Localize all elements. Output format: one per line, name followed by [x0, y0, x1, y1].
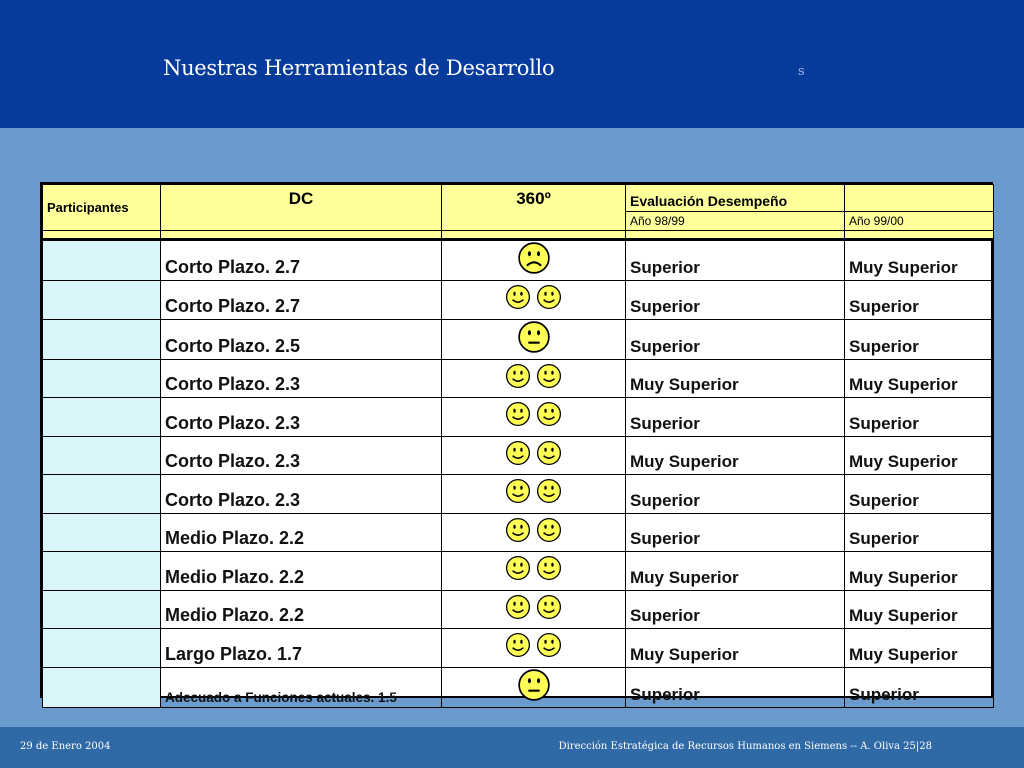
eval-year-2-cell: Superior: [845, 667, 994, 707]
participant-cell: [43, 667, 161, 707]
participant-cell: [43, 281, 161, 320]
table-row: [43, 475, 994, 514]
feedback-360-cell: [442, 398, 626, 437]
table-row: [43, 319, 994, 359]
table-row: [43, 629, 994, 668]
header-row: [43, 185, 994, 212]
table-row: [43, 513, 994, 552]
eval-year-1-cell: Muy Superior: [626, 552, 845, 591]
eval-year-2-cell: Superior: [845, 513, 994, 552]
two-smiley-faces-icon: [505, 363, 561, 394]
eval-year-2-cell: Muy Superior: [845, 436, 994, 475]
header-year-1: Año 98/99: [626, 212, 845, 231]
eval-year-2-cell: Superior: [845, 319, 994, 359]
eval-year-1-cell: Superior: [626, 319, 845, 359]
two-smiley-faces-icon: [505, 555, 561, 586]
title-mark: s: [798, 64, 805, 79]
header-blank: [845, 185, 994, 212]
dc-cell: Corto Plazo. 2.3: [161, 359, 442, 398]
two-smiley-faces-icon: [505, 401, 561, 432]
feedback-360-cell: [442, 281, 626, 320]
dc-cell: Largo Plazo. 1.7: [161, 629, 442, 668]
feedback-360-cell: [442, 590, 626, 629]
eval-year-1-cell: Superior: [626, 475, 845, 514]
eval-year-2-cell: Muy Superior: [845, 552, 994, 591]
sad-face-icon: [517, 241, 551, 280]
participant-cell: [43, 319, 161, 359]
eval-year-2-cell: Superior: [845, 281, 994, 320]
participant-cell: [43, 240, 161, 281]
two-smiley-faces-icon: [505, 632, 561, 663]
feedback-360-cell: [442, 629, 626, 668]
dc-cell: Corto Plazo. 2.7: [161, 240, 442, 281]
participant-cell: [43, 629, 161, 668]
feedback-360-cell: [442, 436, 626, 475]
participant-cell: [43, 475, 161, 514]
table-row: [43, 240, 994, 281]
eval-year-2-cell: Muy Superior: [845, 240, 994, 281]
eval-year-1-cell: Superior: [626, 398, 845, 437]
eval-year-1-cell: Muy Superior: [626, 359, 845, 398]
dc-cell: Corto Plazo. 2.3: [161, 398, 442, 437]
feedback-360-cell: [442, 552, 626, 591]
header-participantes: Participantes: [43, 185, 161, 231]
dc-cell: Medio Plazo. 2.2: [161, 590, 442, 629]
page-title: Nuestras Herramientas de Desarrollo: [163, 56, 555, 80]
eval-year-2-cell: Muy Superior: [845, 629, 994, 668]
two-smiley-faces-icon: [505, 284, 561, 315]
feedback-360-cell: [442, 667, 626, 707]
participant-cell: [43, 359, 161, 398]
participant-cell: [43, 436, 161, 475]
two-smiley-faces-icon: [505, 440, 561, 471]
participant-cell: [43, 590, 161, 629]
feedback-360-cell: [442, 240, 626, 281]
table-row: [43, 398, 994, 437]
feedback-360-cell: [442, 475, 626, 514]
participant-cell: [43, 552, 161, 591]
dc-cell: Corto Plazo. 2.3: [161, 475, 442, 514]
header-year-2: Año 99/00: [845, 212, 994, 231]
eval-year-2-cell: Muy Superior: [845, 359, 994, 398]
table-row: [43, 281, 994, 320]
neutral-face-icon: [517, 668, 551, 707]
header-360: 360º: [442, 185, 626, 231]
footer-date: 29 de Enero 2004: [20, 741, 111, 752]
neutral-face-icon: [517, 320, 551, 359]
eval-year-1-cell: Superior: [626, 667, 845, 707]
eval-year-1-cell: Superior: [626, 590, 845, 629]
two-smiley-faces-icon: [505, 478, 561, 509]
table-row: [43, 359, 994, 398]
evaluation-table: [40, 182, 993, 705]
feedback-360-cell: [442, 513, 626, 552]
footer-credit: Dirección Estratégica de Recursos Humanos en Siemens -- A. Oliva 25|28: [558, 741, 932, 752]
dc-cell: Adecuado a Funciones actuales. 1.5: [161, 667, 442, 707]
two-smiley-faces-icon: [505, 517, 561, 548]
eval-year-1-cell: Superior: [626, 513, 845, 552]
eval-year-1-cell: Muy Superior: [626, 436, 845, 475]
dc-cell: Medio Plazo. 2.2: [161, 552, 442, 591]
eval-year-2-cell: Superior: [845, 398, 994, 437]
dc-cell: Corto Plazo. 2.3: [161, 436, 442, 475]
dc-cell: Corto Plazo. 2.5: [161, 319, 442, 359]
participant-cell: [43, 513, 161, 552]
table-row: [43, 436, 994, 475]
eval-year-1-cell: Muy Superior: [626, 629, 845, 668]
participant-cell: [43, 398, 161, 437]
eval-year-2-cell: Superior: [845, 475, 994, 514]
eval-year-1-cell: Superior: [626, 240, 845, 281]
table-row: [43, 552, 994, 591]
table-row: [43, 590, 994, 629]
eval-year-2-cell: Muy Superior: [845, 590, 994, 629]
table-row: [43, 667, 994, 707]
header-dc: DC: [161, 185, 442, 231]
header-evaluacion: Evaluación Desempeño: [626, 185, 845, 212]
feedback-360-cell: [442, 319, 626, 359]
feedback-360-cell: [442, 359, 626, 398]
dc-cell: Medio Plazo. 2.2: [161, 513, 442, 552]
dc-cell: Corto Plazo. 2.7: [161, 281, 442, 320]
two-smiley-faces-icon: [505, 594, 561, 625]
eval-year-1-cell: Superior: [626, 281, 845, 320]
spacer-row: [43, 231, 994, 240]
